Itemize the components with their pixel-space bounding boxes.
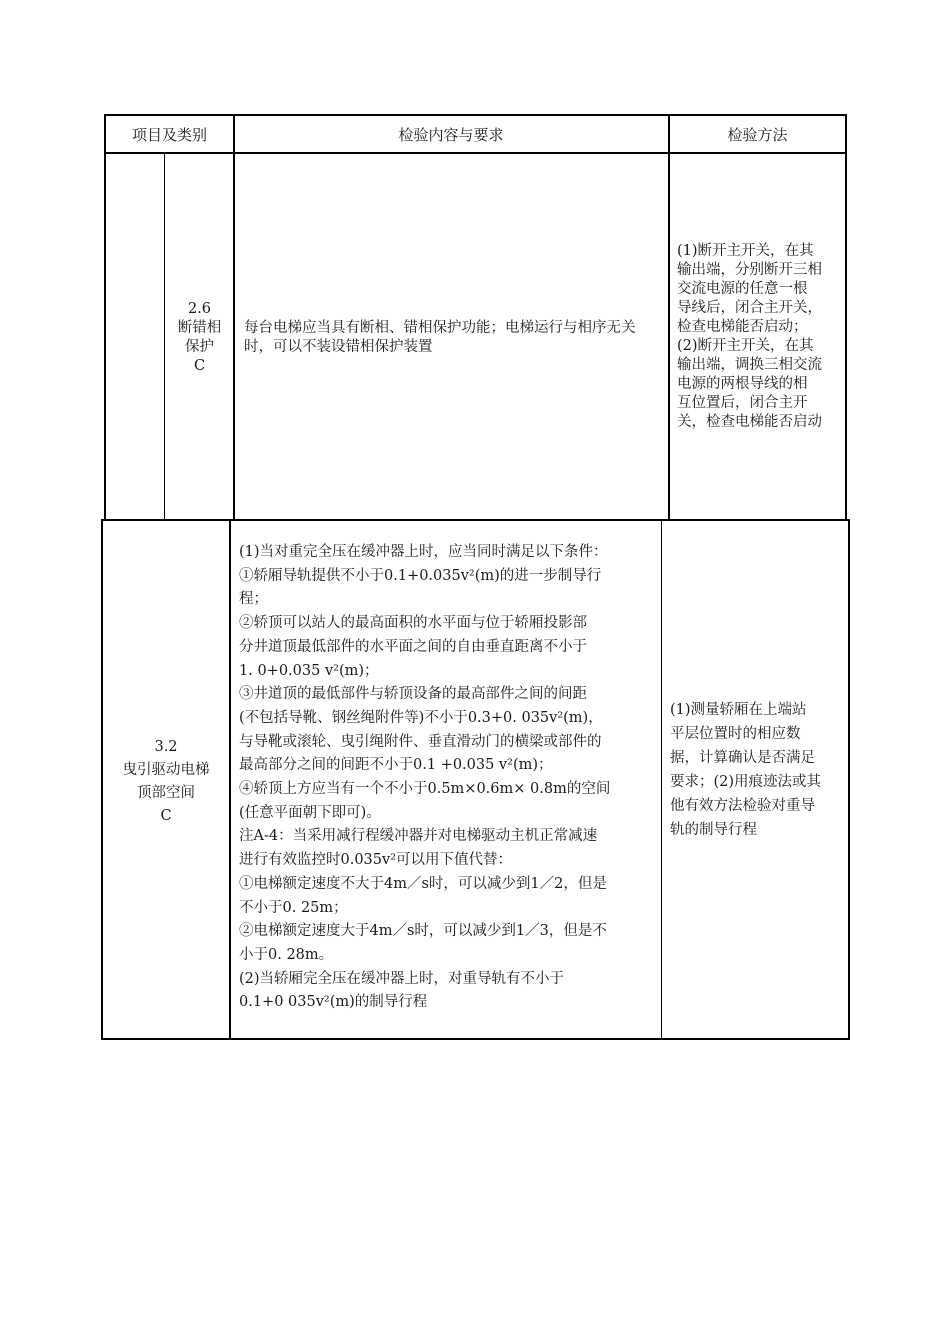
table2-col-divider-2: [661, 519, 662, 1040]
row2-item-category: C: [160, 808, 172, 824]
header-inspection-method: 检验方法: [727, 126, 788, 144]
table1-col-divider-1: [233, 114, 235, 520]
table1-col-divider-2: [668, 114, 670, 520]
table2-top-border: [101, 519, 850, 521]
row1-method-line: 输出端，调换三相交流: [677, 357, 822, 373]
row2-content-line: ①电梯额定速度不大于4m／s时，可以减少到1／2，但是: [239, 875, 607, 892]
row1-method-line: 导线后，闭合主开关，: [677, 300, 822, 316]
row1-method: [677, 242, 843, 432]
row1-method-line: 关，检查电梯能否启动: [677, 414, 822, 430]
row2-content-line: 小于0. 28m。: [239, 946, 334, 963]
row2-content: [239, 541, 659, 1015]
row2-content-line: 进行有效监控时0.035v²可以用下值代替：: [239, 852, 513, 869]
row2-method-line: 据，计算确认是否满足: [670, 750, 815, 766]
table1-inner-divider: [164, 152, 165, 520]
row1-item-name-1: 断错相: [177, 320, 222, 336]
row1-item-number: 2.6: [187, 301, 212, 317]
row1-method-line: 输出端，分别断开三相: [677, 262, 822, 278]
row2-method-line: (1)测量轿厢在上端站: [670, 702, 807, 718]
row2-content-line: 0.1+0 035v²(m)的制导行程: [239, 994, 428, 1011]
table2-col-divider-1: [229, 519, 231, 1040]
row2-content-line: (2)当轿厢完全压在缓冲器上时，对重导轨有不小于: [239, 970, 565, 987]
row2-content-line: ②电梯额定速度大于4m／s时，可以减少到1／3，但是不: [239, 923, 607, 940]
row2-content-line: ④轿顶上方应当有一个不小于0.5m×0.6m× 0.8m的空间: [239, 781, 611, 798]
row1-method-line: 检查电梯能否启动；: [677, 319, 808, 335]
row2-item-name-2: 顶部空间: [137, 785, 195, 801]
row2-item-label: [103, 736, 229, 828]
row2-content-line: 程；: [239, 591, 268, 608]
row1-method-line: 电源的两根导线的相: [677, 376, 808, 392]
header-content-requirements: 检验内容与要求: [398, 126, 504, 144]
row2-content-line: (不包括导靴、钢丝绳附件等)不小于0.3+0. 035v²(m)，: [239, 709, 603, 726]
table1-header-bottom-border: [104, 152, 847, 154]
row1-method-line: (2)断开主开关，在其: [677, 338, 814, 354]
row2-item-number: 3.2: [154, 739, 178, 755]
row2-content-line: 最高部分之间的间距不小于0.1 +0.035 v²(m)；: [239, 757, 553, 774]
row1-method-line: (1)断开主开关，在其: [677, 243, 814, 259]
row2-content-line: ②轿顶可以站人的最高面积的水平面与位于轿厢投影部: [239, 615, 587, 632]
row2-content-line: 1. 0+0.035 v²(m)；: [239, 662, 379, 679]
row2-content-line: 注A-4：当采用减行程缓冲器并对电梯驱动主机正常减速: [239, 828, 598, 845]
row1-method-line: 互位置后，闭合主开: [677, 395, 808, 411]
row1-method-line: 交流电源的任意一根: [677, 281, 808, 297]
table1-left-border: [104, 114, 106, 520]
row2-content-line: (1)当对重完全压在缓冲器上时，应当同时满足以下条件：: [239, 544, 608, 560]
row2-content-line: 与导靴或滚轮、曳引绳附件、垂直滑动门的横梁或部件的: [239, 733, 602, 750]
row1-content: 每台电梯应当具有断相、错相保护功能；电梯运行与相序无关时，可以不装设错相保护装置: [244, 320, 636, 355]
row2-content-line: (任意平面朝下即可)。: [239, 804, 381, 821]
table2-bottom-border: [101, 1038, 850, 1040]
row1-item-label: [166, 300, 233, 376]
row2-method-line: 轨的制导行程: [670, 822, 757, 838]
table1-right-border: [845, 114, 847, 520]
row2-content-line: ①轿厢导轨提供不小于0.1+0.035v²(m)的进一步制导行: [239, 567, 602, 584]
row2-method-line: 平层位置时的相应数: [670, 726, 801, 742]
row1-item-name-2: 保护: [185, 339, 214, 355]
row2-method-line: 他有效方法检验对重导: [670, 798, 815, 814]
table1-top-border: [104, 114, 847, 116]
table2-right-border: [848, 519, 850, 1040]
row1-item-category: C: [193, 358, 206, 374]
header-item-category: 项目及类别: [131, 126, 207, 144]
row2-item-name-1: 曳引驱动电梯: [122, 762, 210, 778]
row2-content-line: ③井道顶的最低部件与轿顶设备的最高部件之间的间距: [239, 686, 587, 703]
row2-method: [670, 698, 846, 842]
row2-method-line: 要求；(2)用痕迹法或其: [670, 774, 822, 790]
row2-content-line: 分井道顶最低部件的水平面之间的自由垂直距离不小于: [239, 638, 587, 655]
row2-content-line: 不小于0. 25m；: [239, 899, 348, 916]
